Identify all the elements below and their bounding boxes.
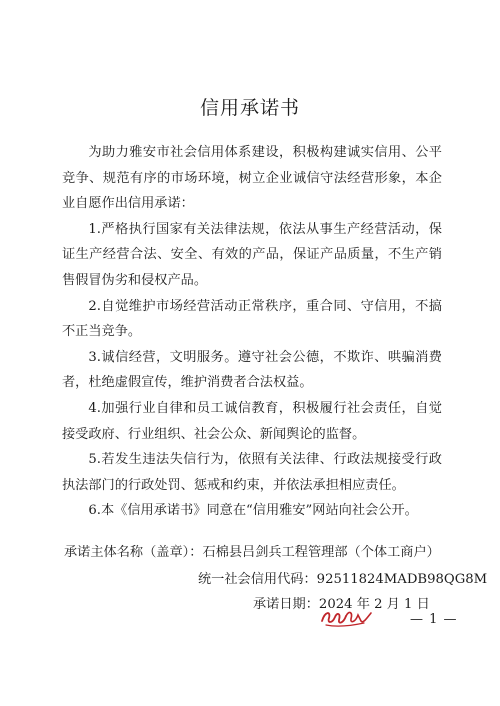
commitment-item-3: 3.诚信经营，文明服务。遵守社会公德，不欺诈、哄骗消费者，杜绝虚假宣传，维护消费者合法权益。 (62, 349, 442, 391)
commitment-item-1: 1.严格执行国家有关法律法规，依法从事生产经营活动，保证生产经营合法、安全、有效的产品，保证产品质量，不生产销售假冒伪劣和侵权产品。 (62, 221, 442, 288)
intro-paragraph: 为助力雅安市社会信用体系建设，积极构建诚实信用、公平竞争、规范有序的市场环境，树立企业诚信守法经营形象，本企业自愿作出信用承诺： (62, 145, 442, 212)
signature-date: 承诺日期：2024 年 2 月 1 日 (253, 597, 430, 612)
commitment-item-6: 6.本《信用承诺书》同意在“信用雅安”网站向社会公开。 (88, 503, 418, 519)
signature-entity: 承诺主体名称（盖章）：石棉县吕剑兵工程管理部（个体工商户） (64, 545, 440, 560)
handwritten-signature-icon (318, 604, 374, 630)
commitment-item-4: 4.加强行业自律和员工诚信教育，积极履行社会责任，自觉接受政府、行业组织、社会公众、新闻舆论的监督。 (62, 400, 442, 442)
document-title: 信用承诺书 (199, 97, 300, 119)
commitment-item-2: 2.自觉维护市场经营活动正常秩序，重合同、守信用，不搞不正当竞争。 (62, 298, 442, 340)
page-number: — 1 — (410, 612, 458, 627)
commitment-item-5: 5.若发生违法失信行为，依照有关法律、行政法规接受行政执法部门的行政处罚、惩戒和约束，并依法承担相应责任。 (62, 452, 442, 493)
document-body (62, 140, 442, 524)
signature-credit-code: 统一社会信用代码：92511824MADB98QG8M (198, 572, 488, 587)
